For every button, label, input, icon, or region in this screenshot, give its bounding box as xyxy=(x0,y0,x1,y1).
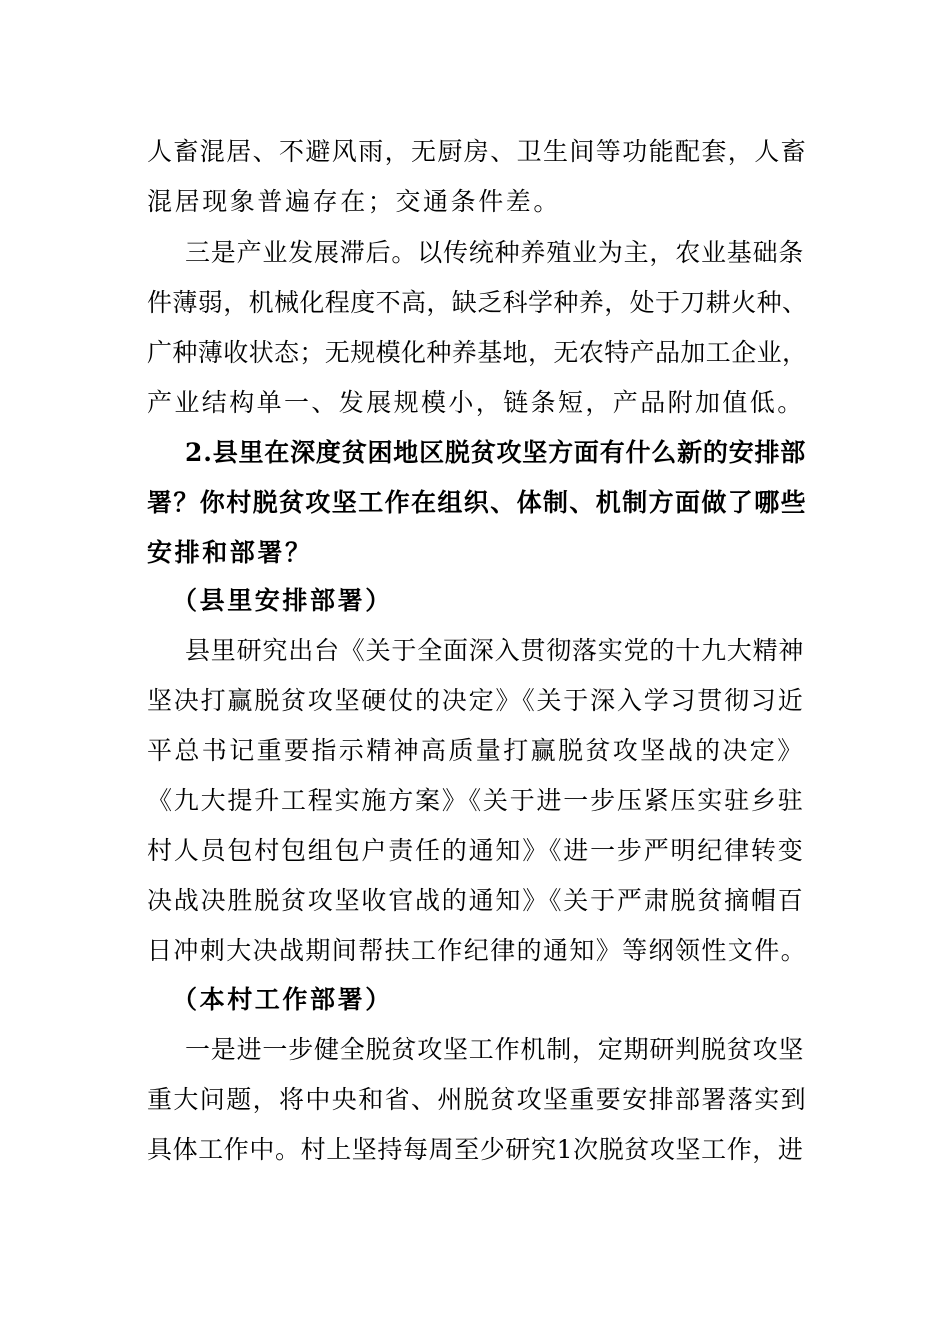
paragraph-line: 平总书记重要指示精神高质量打赢脱贫攻坚战的决定》 xyxy=(147,736,805,765)
paragraph-line: 决战决胜脱贫攻坚收官战的通知》《关于严肃脱贫摘帽百 xyxy=(147,886,805,915)
paragraph-line: 三是产业发展滞后。以传统种养殖业为主，农业基础条 xyxy=(185,238,805,267)
question-heading-line: 署？你村脱贫攻坚工作在组织、体制、机制方面做了哪些 xyxy=(147,488,808,517)
paragraph-line: 广种薄收状态；无规模化种养基地，无农特产品加工企业， xyxy=(147,338,808,367)
paragraph-line: 《九大提升工程实施方案》《关于进一步压紧压实驻乡驻 xyxy=(147,786,805,815)
paragraph-line: 人畜混居、不避风雨，无厨房、卫生间等功能配套，人畜 xyxy=(147,137,808,166)
question-heading-line: 安排和部署？ xyxy=(147,538,313,567)
paragraph-line: 县里研究出台《关于全面深入贯彻落实党的十九大精神 xyxy=(185,636,805,665)
question-heading-line: 2.县里在深度贫困地区脱贫攻坚方面有什么新的安排部 xyxy=(185,438,807,467)
paragraph-line: 一是进一步健全脱贫攻坚工作机制，定期研判脱贫攻坚 xyxy=(185,1035,805,1064)
section-subheading: （县里安排部署） xyxy=(172,586,393,615)
paragraph-line: 混居现象普遍存在；交通条件差。 xyxy=(147,187,562,216)
paragraph-line: 件薄弱，机械化程度不高，缺乏科学种养，处于刀耕火种、 xyxy=(147,288,808,317)
section-subheading: （本村工作部署） xyxy=(172,985,393,1014)
paragraph-line: 村人员包村包组包户责任的通知》《进一步严明纪律转变 xyxy=(147,836,805,865)
paragraph-line: 坚决打赢脱贫攻坚硬仗的决定》《关于深入学习贯彻习近 xyxy=(147,686,805,715)
paragraph-line: 具体工作中。村上坚持每周至少研究1次脱贫攻坚工作，进 xyxy=(147,1135,804,1164)
paragraph-line: 日冲刺大决战期间帮扶工作纪律的通知》等纲领性文件。 xyxy=(147,936,808,965)
paragraph-line: 产业结构单一、发展规模小，链条短，产品附加值低。 xyxy=(147,388,805,417)
paragraph-line: 重大问题，将中央和省、州脱贫攻坚重要安排部署落实到 xyxy=(147,1085,808,1114)
